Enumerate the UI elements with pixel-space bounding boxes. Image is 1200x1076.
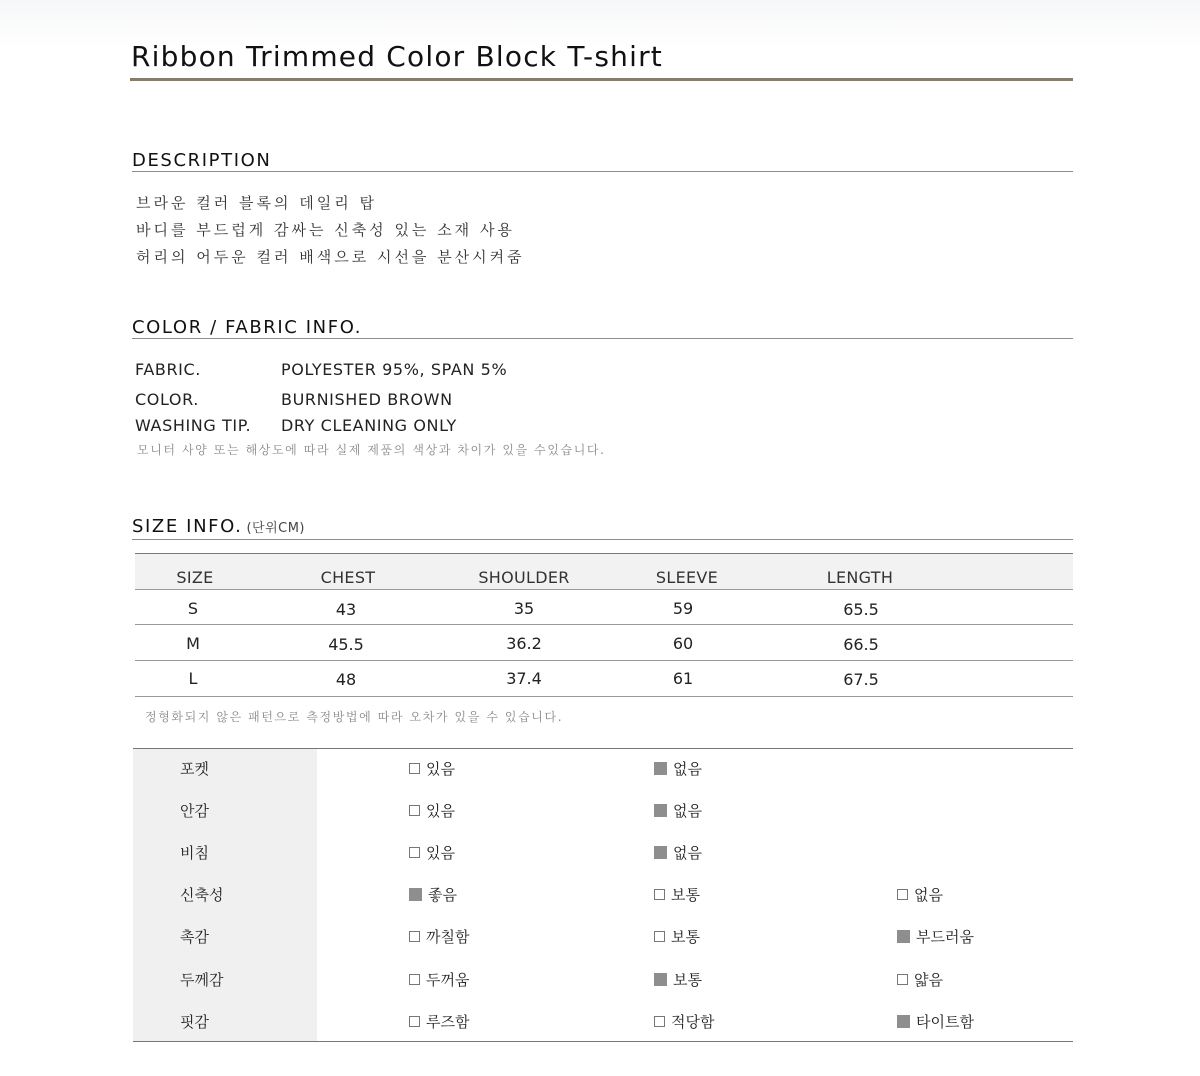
checked-box-icon bbox=[897, 930, 910, 943]
length-cell: 66.5 bbox=[843, 635, 879, 654]
size-cell: L bbox=[188, 669, 198, 688]
unchecked-box-icon bbox=[409, 763, 420, 774]
attribute-option-label: 좋음 bbox=[428, 886, 457, 904]
checked-box-icon bbox=[654, 846, 667, 859]
fabric-info-divider bbox=[132, 338, 1073, 339]
unchecked-box-icon bbox=[897, 974, 908, 985]
attribute-label: 비침 bbox=[180, 844, 209, 862]
attribute-option bbox=[897, 884, 943, 905]
attribute-option-label: 없음 bbox=[914, 886, 943, 904]
checked-box-icon bbox=[409, 888, 422, 901]
attribute-option-label: 있음 bbox=[426, 844, 455, 862]
description-line: 바디를 부드럽게 감싸는 신축성 있는 소재 사용 bbox=[136, 221, 515, 239]
attribute-option-label: 루즈함 bbox=[426, 1013, 470, 1031]
attribute-label: 안감 bbox=[180, 802, 209, 820]
unchecked-box-icon bbox=[409, 974, 420, 985]
attribute-option-label: 보통 bbox=[673, 971, 702, 989]
attribute-option-label: 부드러움 bbox=[916, 928, 974, 946]
attribute-option bbox=[409, 1011, 469, 1032]
shoulder-cell: 35 bbox=[513, 599, 535, 618]
size-unit: (단위CM) bbox=[246, 521, 306, 536]
size-info-heading bbox=[132, 516, 305, 537]
size-row-divider bbox=[135, 696, 1073, 697]
size-table-header bbox=[135, 554, 1073, 589]
attribute-option-label: 두꺼움 bbox=[426, 971, 470, 989]
attribute-option bbox=[654, 926, 700, 947]
attribute-option-label: 있음 bbox=[426, 760, 455, 778]
col-header-length: LENGTH bbox=[826, 568, 894, 587]
checked-box-icon bbox=[654, 973, 667, 986]
chest-cell: 45.5 bbox=[328, 635, 364, 654]
size-row-divider bbox=[135, 589, 1073, 590]
attribute-option-label: 적당함 bbox=[671, 1013, 715, 1031]
attribute-option-label: 보통 bbox=[671, 886, 700, 904]
attribute-option-label: 없음 bbox=[673, 844, 702, 862]
attribute-option bbox=[897, 969, 943, 990]
attribute-label-column bbox=[133, 749, 317, 1041]
unchecked-box-icon bbox=[409, 805, 420, 816]
fabric-info-heading: COLOR / FABRIC INFO. bbox=[132, 317, 363, 338]
fabric-label: FABRIC. bbox=[135, 360, 201, 379]
attribute-label: 신축성 bbox=[180, 886, 224, 904]
attribute-label: 포켓 bbox=[180, 760, 209, 778]
attribute-option-label: 타이트함 bbox=[916, 1013, 974, 1031]
description-line: 허리의 어두운 컬러 배색으로 시선을 분산시켜줌 bbox=[136, 248, 525, 266]
chest-cell: 48 bbox=[335, 670, 357, 689]
attribute-option bbox=[409, 842, 455, 863]
chest-cell: 43 bbox=[335, 600, 357, 619]
attribute-label: 촉감 bbox=[180, 928, 209, 946]
unchecked-box-icon bbox=[897, 889, 908, 900]
shoulder-cell: 36.2 bbox=[506, 634, 542, 653]
sleeve-cell: 59 bbox=[672, 599, 694, 618]
size-cell: S bbox=[187, 599, 199, 618]
attribute-option-label: 없음 bbox=[673, 802, 702, 820]
washing-tip-value: DRY CLEANING ONLY bbox=[281, 416, 457, 435]
col-header-shoulder: SHOULDER bbox=[478, 568, 570, 587]
size-row-divider bbox=[135, 660, 1073, 661]
attribute-option-label: 있음 bbox=[426, 802, 455, 820]
col-header-chest: CHEST bbox=[320, 568, 376, 587]
length-cell: 65.5 bbox=[843, 600, 879, 619]
attribute-option-label: 보통 bbox=[671, 928, 700, 946]
col-header-size: SIZE bbox=[176, 568, 214, 587]
description-heading: DESCRIPTION bbox=[132, 150, 272, 171]
color-value: BURNISHED BROWN bbox=[281, 390, 453, 409]
checked-box-icon bbox=[654, 762, 667, 775]
attribute-option bbox=[409, 969, 469, 990]
description-line: 브라운 컬러 블록의 데일리 탑 bbox=[136, 194, 377, 212]
size-info-divider bbox=[132, 539, 1073, 540]
measurement-note: 정형화되지 않은 패턴으로 측정방법에 따라 오차가 있을 수 있습니다. bbox=[145, 710, 564, 724]
attribute-option-label: 얇음 bbox=[914, 971, 943, 989]
unchecked-box-icon bbox=[409, 1016, 420, 1027]
checked-box-icon bbox=[654, 804, 667, 817]
attribute-label: 핏감 bbox=[180, 1013, 209, 1031]
checked-box-icon bbox=[897, 1015, 910, 1028]
attribute-option bbox=[654, 969, 702, 990]
attribute-option-label: 없음 bbox=[673, 760, 702, 778]
attribute-option bbox=[654, 842, 702, 863]
fabric-value: POLYESTER 95%, SPAN 5% bbox=[281, 360, 508, 379]
product-title: Ribbon Trimmed Color Block T-shirt bbox=[131, 40, 663, 73]
unchecked-box-icon bbox=[654, 931, 665, 942]
unchecked-box-icon bbox=[409, 847, 420, 858]
attribute-option bbox=[409, 758, 455, 779]
attribute-option bbox=[897, 926, 974, 947]
size-info-title: SIZE INFO. bbox=[132, 516, 243, 537]
title-divider bbox=[130, 78, 1073, 81]
description-divider bbox=[132, 171, 1073, 172]
attribute-label: 두께감 bbox=[180, 971, 224, 989]
attribute-option bbox=[654, 1011, 714, 1032]
unchecked-box-icon bbox=[654, 1016, 665, 1027]
attribute-table-bottom-rule bbox=[133, 1041, 1073, 1042]
col-header-sleeve: SLEEVE bbox=[655, 568, 719, 587]
attribute-option bbox=[409, 884, 457, 905]
attribute-option bbox=[654, 800, 702, 821]
washing-tip-label: WASHING TIP. bbox=[135, 416, 252, 435]
attribute-option bbox=[654, 758, 702, 779]
size-cell: M bbox=[186, 634, 200, 653]
attribute-option bbox=[409, 926, 469, 947]
attribute-option bbox=[897, 1011, 974, 1032]
size-row-divider bbox=[135, 624, 1073, 625]
attribute-option bbox=[409, 800, 455, 821]
sleeve-cell: 60 bbox=[672, 634, 694, 653]
attribute-option bbox=[654, 884, 700, 905]
attribute-option-label: 까칠함 bbox=[426, 928, 470, 946]
unchecked-box-icon bbox=[409, 931, 420, 942]
sleeve-cell: 61 bbox=[672, 669, 694, 688]
color-label: COLOR. bbox=[135, 390, 199, 409]
monitor-note: 모니터 사양 또는 해상도에 따라 실제 제품의 색상과 차이가 있을 수있습니다. bbox=[137, 443, 606, 457]
unchecked-box-icon bbox=[654, 889, 665, 900]
shoulder-cell: 37.4 bbox=[506, 669, 542, 688]
length-cell: 67.5 bbox=[843, 670, 879, 689]
